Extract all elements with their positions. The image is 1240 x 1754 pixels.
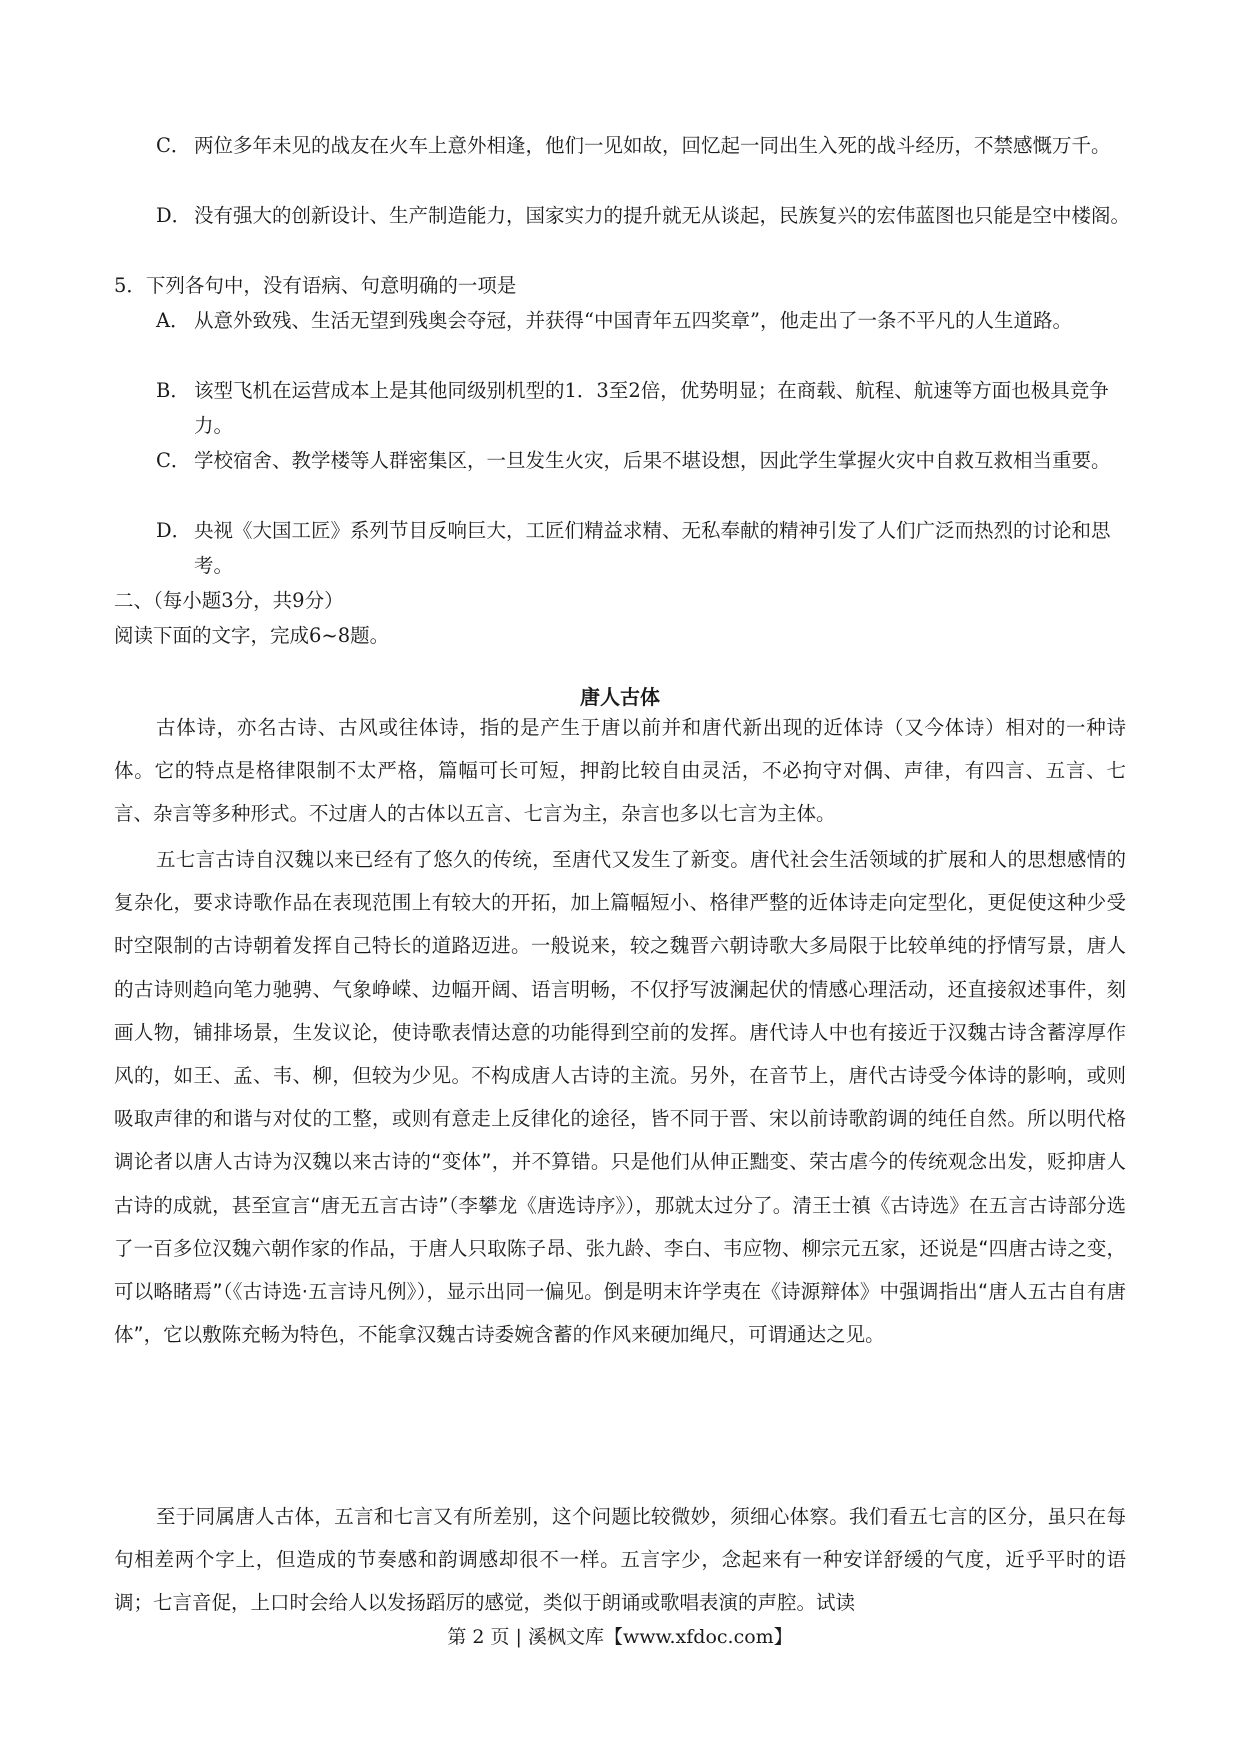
option-label: C．: [156, 134, 191, 157]
option-text: 没有强大的创新设计、生产制造能力，国家实力的提升就无从谈起，民族复兴的宏伟蓝图也只能是空中楼阁。: [194, 204, 1131, 227]
option-label: A．: [156, 309, 190, 332]
q5-option-b: [156, 373, 1130, 443]
option-text: 学校宿舍、教学楼等人群密集区，一旦发生火灾，后果不堪设想，因此学生掌握火灾中自救互救相当重要。: [194, 449, 1111, 472]
option-text: 该型飞机在运营成本上是其他同级别机型的1．3至2倍，优势明显；在商载、航程、航速等方面也极具竞争力。: [194, 379, 1109, 437]
q5-option-c: [156, 443, 1130, 478]
option-label: D．: [156, 204, 192, 227]
option-text: 两位多年未见的战友在火车上意外相逢，他们一见如故，回忆起一同出生入死的战斗经历，不禁感慨万千。: [194, 134, 1111, 157]
section-heading: 二、（每小题3分，共9分）: [114, 589, 344, 612]
q5-stem: 5．下列各句中，没有语病、句意明确的一项是: [114, 274, 517, 297]
option-text: 央视《大国工匠》系列节目反响巨大，工匠们精益求精、无私奉献的精神引发了人们广泛而热烈的讨论和思考。: [194, 519, 1111, 577]
option-label: B．: [156, 379, 190, 402]
page-footer: 第 2 页 | 溪枫文库【www.xfdoc.com】: [447, 1626, 793, 1648]
q4-option-c: [156, 128, 1130, 163]
reading-instruction: 阅读下面的文字，完成6~8题。: [114, 624, 390, 647]
option-label: C．: [156, 449, 191, 472]
option-label: D．: [156, 519, 192, 542]
article-paragraph-2: 五七言古诗自汉魏以来已经有了悠久的传统，至唐代又发生了新变。唐代社会生活领域的扩展和人的思想感情的复杂化，要求诗歌作品在表现范围上有较大的开拓，加上篇幅短小、格律严整的近体诗走向定型化，更促使这种少受时空限制的古诗朝着发挥自己特长的道路迈进。一般说来，较之魏晋六朝诗歌大多局限于比较单纯的抒情写景，唐人的古诗则趋向笔力驰骋、气象峥嵘、边幅开阔、语言明畅，不仅抒写波澜起伏的情感心理活动，还直接叙述事件，刻画人物，铺排场景，生发议论，使诗歌表情达意的功能得到空前的发挥。唐代诗人中也有接近于汉魏古诗含蓄淳厚作风的，如王、孟、韦、柳，但较为少见。不构成唐人古诗的主流。另外，在音节上，唐代古诗受今体诗的影响，或则吸取声律的和谐与对仗的工整，或则有意走上反律化的途径，皆不同于晋、宋以前诗歌韵调的纯任自然。所以明代格调论者以唐人古诗为汉魏以来古诗的“变体”，并不算错。只是他们从伸正黜变、荣古虐今的传统观念出发，贬抑唐人古诗的成就，甚至宣言“唐无五言古诗”（李攀龙《唐选诗序》），那就太过分了。清王士禛《古诗选》在五言古诗部分选了一百多位汉魏六朝作家的作品，于唐人只取陈子昂、张九龄、李白、韦应物、柳宗元五家，还说是“四唐古诗之变，可以略睹焉”（《古诗选·五言诗凡例》），显示出同一偏见。倒是明末许学夷在《诗源辩体》中强调指出“唐人五古自有唐体”，它以敷陈充畅为特色，不能拿汉魏古诗委婉含蓄的作风来硬加绳尺，可谓通达之见。: [114, 848, 1126, 1347]
option-text: 从意外致残、生活无望到残奥会夺冠，并获得“中国青年五四奖章”，他走出了一条不平凡的人生道路。: [194, 309, 1072, 332]
q4-option-d: [156, 198, 1130, 233]
article-paragraph-3: 至于同属唐人古体，五言和七言又有所差别，这个问题比较微妙，须细心体察。我们看五七言的区分，虽只在每句相差两个字上，但造成的节奏感和韵调感却很不一样。五言字少，念起来有一种安详舒缓的气度，近乎平时的语调；七言音促，上口时会给人以发扬蹈厉的感觉，类似于朗诵或歌唱表演的声腔。试读: [114, 1505, 1126, 1615]
article-paragraph-1: 古体诗，亦名古诗、古风或往体诗，指的是产生于唐以前并和唐代新出现的近体诗（又今体诗）相对的一种诗体。它的特点是格律限制不太严格，篇幅可长可短，押韵比较自由灵活，不必拘守对偶、声律，有四言、五言、七言、杂言等多种形式。不过唐人的古体以五言、七言为主，杂言也多以七言为主体。: [114, 716, 1126, 826]
q5-option-d: [156, 513, 1130, 583]
q5-option-a: [156, 303, 1130, 338]
article-title: 唐人古体: [580, 685, 660, 709]
